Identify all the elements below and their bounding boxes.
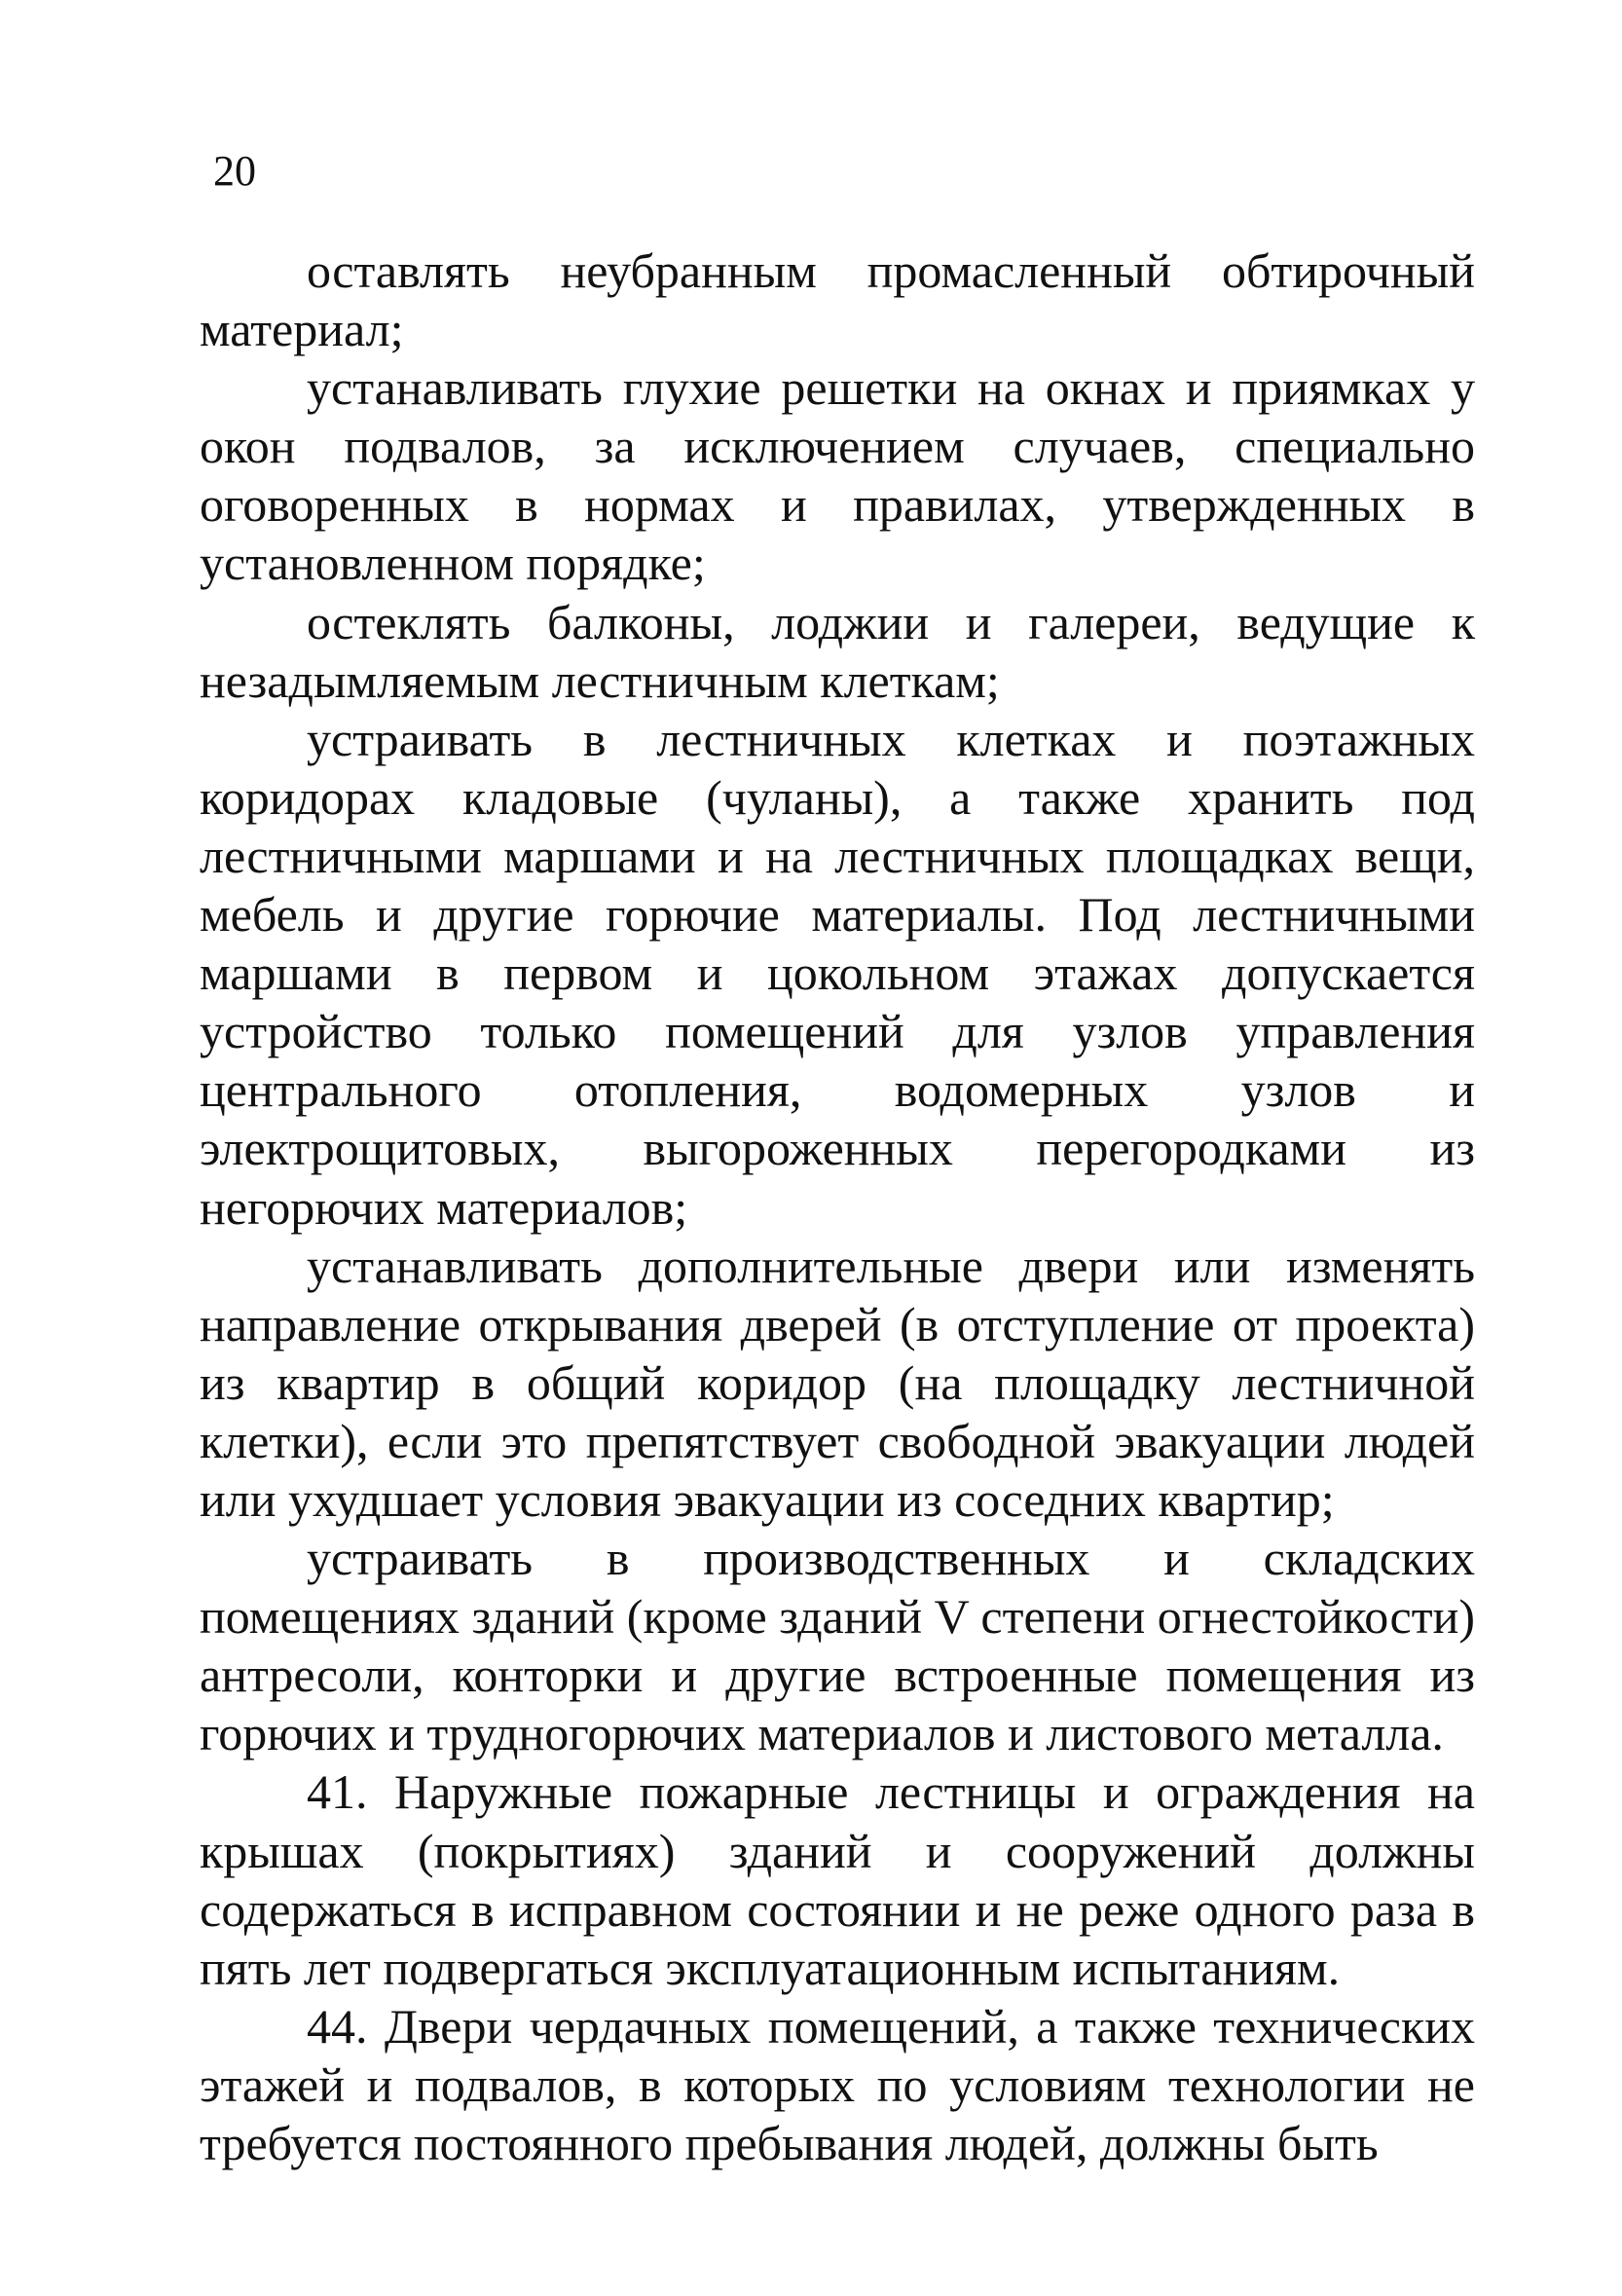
paragraph-balcony-glazing: остеклять балконы, лоджии и галереи, ведущие к незадымляемым лестничным клеткам; <box>200 594 1475 708</box>
paragraph-stairwell-storage: устраивать в лестничных клетках и поэтажных коридорах кладовые (чуланы), а также хранить под лестничными маршами и на лестничных площадках вещи, мебель и другие горючие материалы. Под лестничными маршами в первом и цокольном этажах допускается устройство только помещений для узлов управления центрального отопления, водомерных узлов и электрощитовых, выгороженных перегородками из негорючих материалов; <box>200 711 1475 1235</box>
paragraph-mezzanines: устраивать в производственных и складских помещениях зданий (кроме зданий V степени огнестойкости) антресоли, конторки и другие встроенные помещения из горючих и трудногорючих материалов и листового металла. <box>200 1531 1475 1761</box>
paragraph-extra-doors: устанавливать дополнительные двери или изменять направление открывания дверей (в отступление от проекта) из квартир в общий коридор (на площадку лестничной клетки), если это препятствует свободной эвакуации людей или ухудшает условия эвакуации из соседних квартир; <box>200 1238 1475 1527</box>
page-number: 20 <box>213 147 256 195</box>
body-text <box>200 241 1475 2172</box>
paragraph-oily-rags: оставлять неубранным промасленный обтирочный материал; <box>200 243 1475 357</box>
paragraph-clause-41: 41. Наружные пожарные лестницы и ограждения на крышах (покрытиях) зданий и сооружений должны содержаться в исправном состоянии и не реже одного раза в пять лет подвергаться эксплуатационным испытаниям. <box>200 1764 1475 1995</box>
paragraph-clause-44: 44. Двери чердачных помещений, а также технических этажей и подвалов, в которых по условиям технологии не требуется постоянного пребывания людей, должны быть <box>200 1998 1475 2170</box>
paragraph-window-grilles: устанавливать глухие решетки на окнах и приямках у окон подвалов, за исключением случаев, специально оговоренных в нормах и правилах, утвержденных в установленном порядке; <box>200 360 1475 591</box>
